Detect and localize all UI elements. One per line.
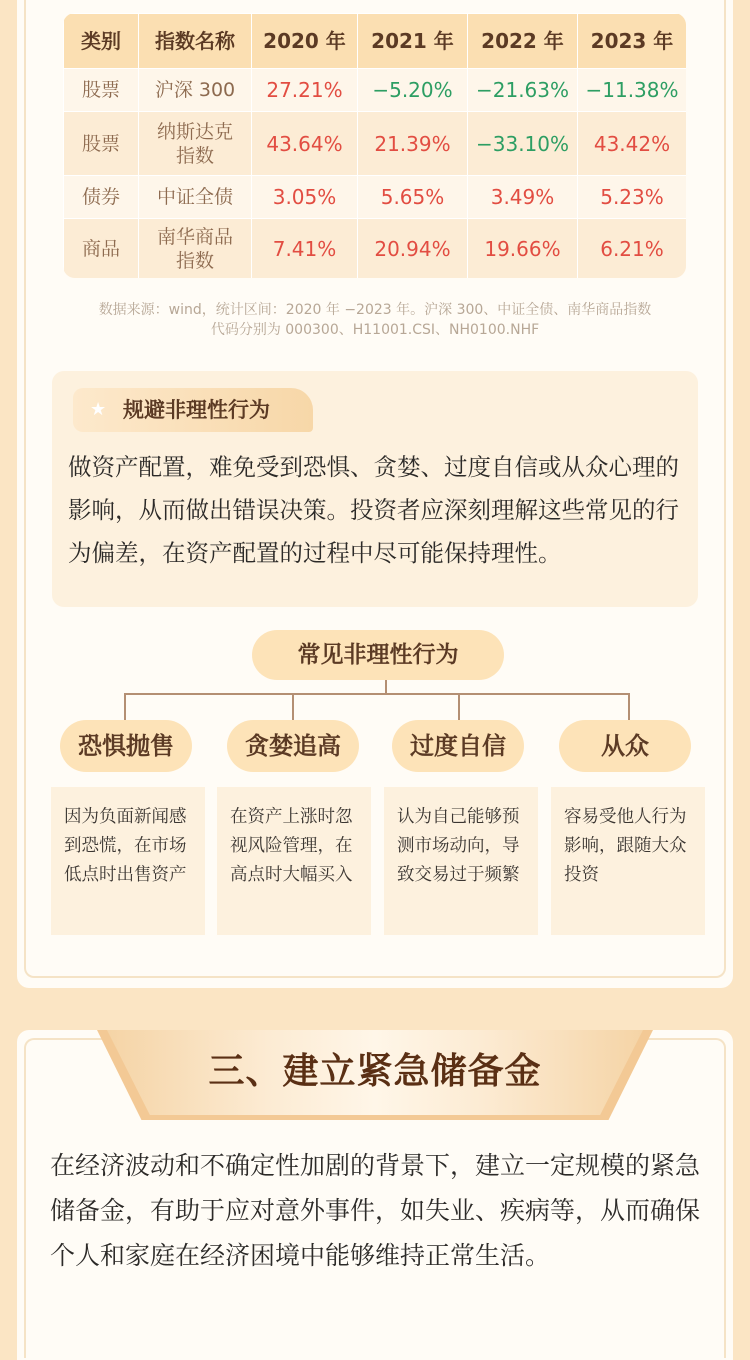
tree-connector [124, 693, 630, 695]
table-cell: −11.38% [578, 69, 687, 112]
table-cell: 3.49% [468, 176, 578, 219]
table-cell: 南华商品指数 [139, 219, 252, 279]
table-cell: 纳斯达克指数 [139, 112, 252, 176]
tree-desc-overconfidence: 认为自己能够预测市场动向，导致交易过于频繁 [384, 787, 538, 935]
table-cell: 43.64% [252, 112, 358, 176]
source-line-1: 数据来源：wind，统计区间：2020 年 −2023 年。沪深 300、中证全债、南华商品指数 [98, 302, 652, 318]
table-cell: 19.66% [468, 219, 578, 279]
star-icon: ★ [90, 399, 107, 420]
tree-root: 常见非理性行为 [252, 630, 504, 680]
callout-title: 规避非理性行为 [123, 398, 270, 422]
table-cell: 27.21% [252, 69, 358, 112]
tree-desc-greed-chasing: 在资产上涨时忽视风险管理，在高点时大幅买入 [217, 787, 371, 935]
tree-connector [628, 693, 630, 720]
table-cell: 21.39% [358, 112, 468, 176]
tree-desc-herding: 容易受他人行为影响，跟随大众投资 [551, 787, 705, 935]
tree-connector [292, 693, 294, 720]
tree-desc-fear-selling: 因为负面新闻感到恐慌，在市场低点时出售资产 [51, 787, 205, 935]
tree-connector [458, 693, 460, 720]
tree-connector [124, 693, 126, 720]
header-2021: 2021 年 [358, 14, 468, 69]
table-cell: 股票 [64, 112, 139, 176]
section3-title: 三、建立紧急储备金 [208, 1051, 542, 1092]
header-2020: 2020 年 [252, 14, 358, 69]
table-cell: 5.65% [358, 176, 468, 219]
header-category: 类别 [64, 14, 139, 69]
table-cell: 3.05% [252, 176, 358, 219]
header-2023: 2023 年 [578, 14, 687, 69]
table-cell: 5.23% [578, 176, 687, 219]
table-row [64, 69, 687, 112]
tree-connector [385, 680, 387, 694]
tree-node-fear-selling: 恐惧抛售 [60, 720, 192, 772]
table-row [64, 176, 687, 219]
table-cell: 43.42% [578, 112, 687, 176]
table-cell: 股票 [64, 69, 139, 112]
table-cell: −33.10% [468, 112, 578, 176]
returns-table [63, 13, 686, 278]
section3-body: 在经济波动和不确定性加剧的背景下，建立一定规模的紧急储备金，有助于应对意外事件，如失业、疾病等，从而确保个人和家庭在经济困境中能够维持正常生活。 [50, 1151, 701, 1270]
table-cell: 债券 [64, 176, 139, 219]
table-cell: −21.63% [468, 69, 578, 112]
header-index-name: 指数名称 [139, 14, 252, 69]
tree-node-greed-chasing: 贪婪追高 [227, 720, 359, 772]
table-cell: 6.21% [578, 219, 687, 279]
table-cell: 商品 [64, 219, 139, 279]
data-source-note [40, 300, 710, 340]
source-line-2: 代码分别为 000300、H11001.CSI、NH0100.NHF [210, 322, 540, 338]
table-cell: 7.41% [252, 219, 358, 279]
tree-node-overconfidence: 过度自信 [392, 720, 524, 772]
table-cell: 中证全债 [139, 176, 252, 219]
callout-body: 做资产配置，难免受到恐惧、贪婪、过度自信或从众心理的影响，从而做出错误决策。投资者应深刻理解这些常见的行为偏差，在资产配置的过程中尽可能保持理性。 [68, 453, 679, 567]
table-row [64, 219, 687, 279]
table-row [64, 112, 687, 176]
table-cell: 沪深 300 [139, 69, 252, 112]
table-cell: 20.94% [358, 219, 468, 279]
table-header-row [64, 14, 687, 69]
tree-node-herding: 从众 [559, 720, 691, 772]
header-2022: 2022 年 [468, 14, 578, 69]
table-cell: −5.20% [358, 69, 468, 112]
